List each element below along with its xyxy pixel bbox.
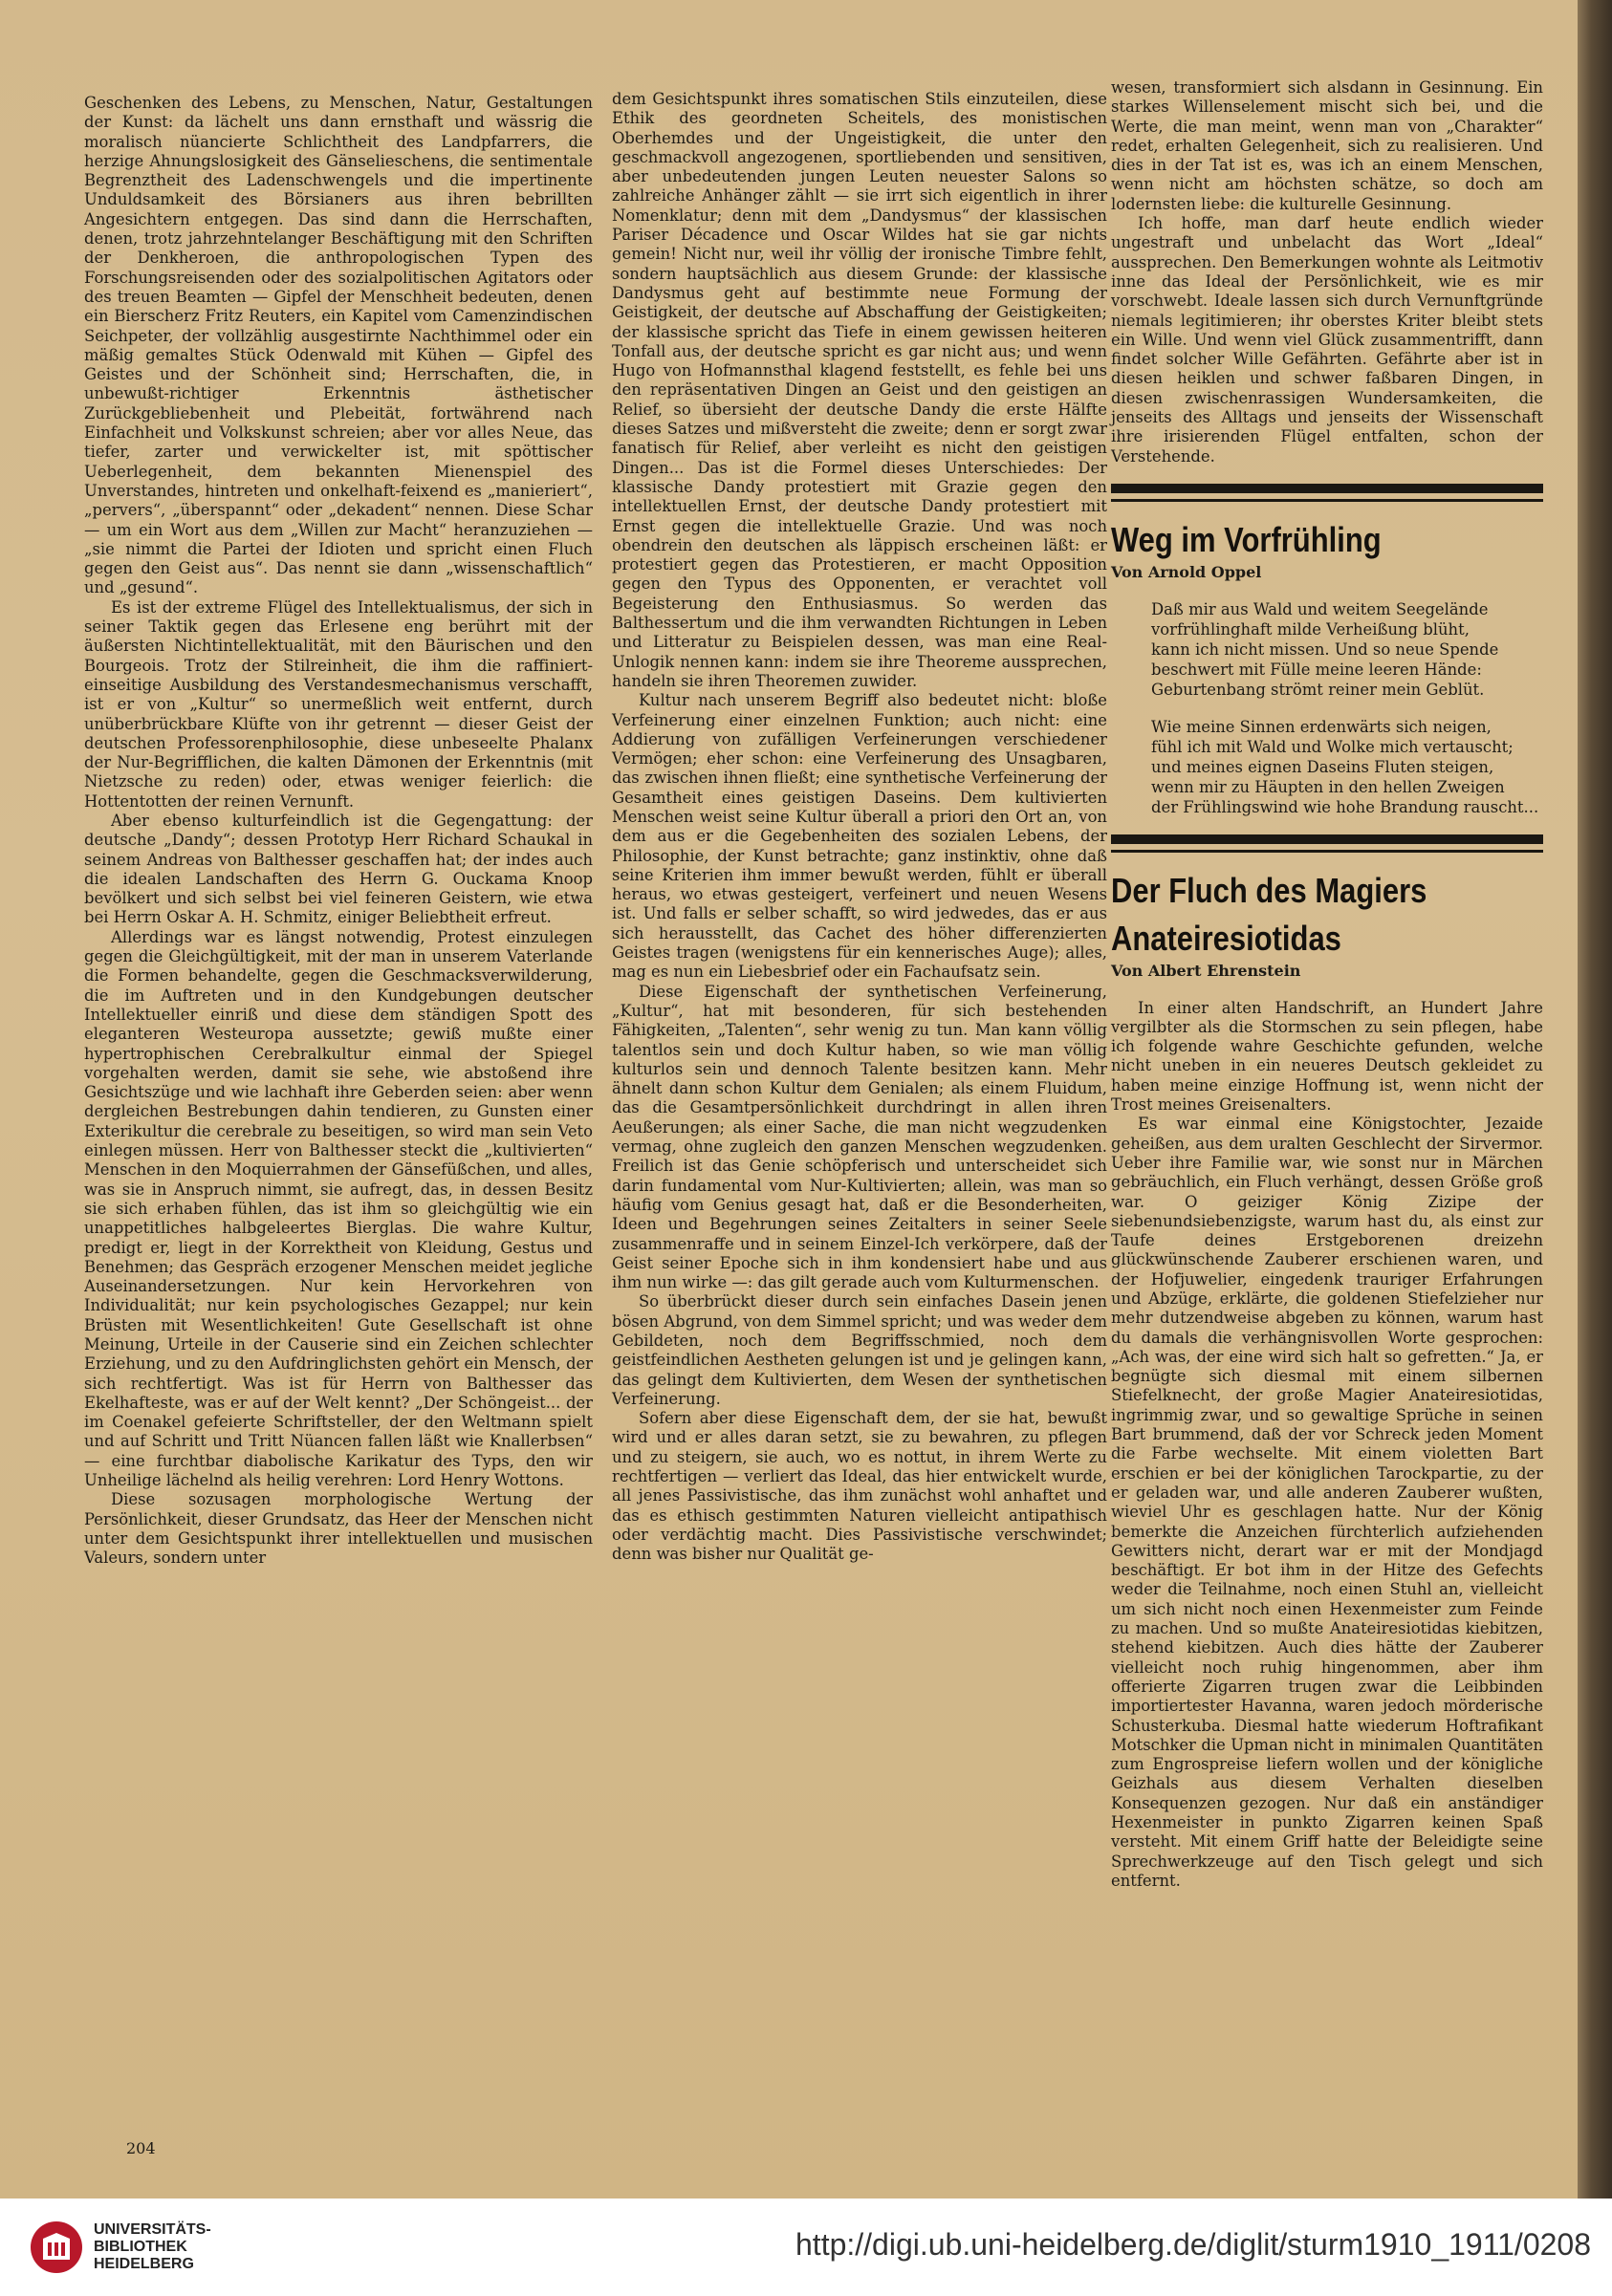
newspaper-page [38,19,1568,2179]
paragraph: Allerdings war es längst notwendig, Protest einzulegen gegen die Gleichgültigkeit, mit der man in unserem Vaterlande die Formen behandelte, gegen die Geschmacksverwilderung, die im Auftreten und in den Kundgebungen deutscher Intellektueller einriß und diese dem ständigen Spott des eleganteren Westeuropa aussetzte; gewiß mußte einer hypertrophischen Cerebralkultur einmal der Spiegel vorgehalten werden, damit sie sehe, wie abstoßend ihre Gesichtszüge und wie lachhaft ihre Geberden seien: aber wenn dergleichen Bestrebungen dahin tendieren, zu Gunsten einer Exterikultur die cerebrale zu beseitigen, so wird man sein Veto einlegen müssen. Herr von Balthesser steckt die „kultivierten“ Menschen in den Moquierrahmen der Gänsefüßchen, und alles, was sie in Anspruch nimmt, sie aufregt, das, in dessen Besitz sie sich erhaben fühlen, das ist ihm so gleichgültig wie ein unappetitliches halbgeleertes Bierglas. Die wahre Kultur, predigt er, liegt in der Korrektheit von Kleidung, Gestus und Benehmen; das Gespräch erzogener Menschen meidet jegliche Auseinandersetzungen. Nur kein Hervorkehren von Individualität; nur kein psychologisches Gezappel; nur kein Brüsten mit Wesentlichkeiten! Gute Gesellschaft ist ohne Meinung, Urteile in der Causerie sind ein Zeichen schlechter Erziehung, und zu den Aufdringlichsten gehört ein Mensch, der sich rechtfertigt. Was ist für Herrn von Balthesser das Ekelhafteste, was er auf der Welt kennt? „Der Schöngeist... der im Coenakel gefeierte Schriftsteller, der den Weltmann spielt und auf Schritt und Tritt Nüancen fallen läßt wie Knallerbsen“ — eine furchtbar diabolische Karikatur des Typs, den wir Unheilige lächelnd als heilig verehren: Lord Henry Wottons. [84,927,593,1490]
poem-author: Von Arnold Oppel [1111,562,1262,581]
university-seal-icon [29,2220,84,2275]
poem-stanza [1151,717,1543,817]
story-author: Von Albert Ehrenstein [1111,962,1301,981]
poem-line: vorfrühlinghaft milde Verheißung blüht, [1151,620,1470,639]
poem-line: Daß mir aus Wald und weitem Seegelände [1151,600,1489,619]
paragraph: wesen, transformiert sich alsdann in Gesinnung. Ein starkes Willenselement mischt sich bei, und die Werte, die man meint, wenn man von „Charakter“ redet, erhalten Gelegenheit, sich zu realisieren. Und dies in der Tat ist es, was ich an einem Menschen, wenn nicht am höchsten schätze, so doch am lodernsten liebe: die kulturelle Gesinnung. [1111,78,1543,213]
poem-line: kann ich nicht missen. Und so neue Spende [1151,640,1499,660]
page-number: 204 [126,2139,156,2157]
poem-stanza [1151,599,1543,700]
poem-line: beschwert mit Fülle meine leeren Hände: [1151,661,1482,680]
library-footer [0,2199,1612,2296]
poem-line: wenn mir zu Häupten in den hellen Zweigen [1151,778,1505,797]
section-divider-thin [1111,499,1543,502]
paragraph: In einer alten Handschrift, an Hundert Jahre vergilbter als die Stormschen zu sein pflegen, habe ich folgende wahre Geschichte gefunden, welche nicht uneben in ein neueres Deutsch gekleidet zu haben meine einzige Hoffnung ist, wenn nicht der Trost meines Greisenalters. [1111,998,1543,1115]
story-title-line1: Der Fluch des Magiers [1111,871,1427,911]
poem-body [1151,599,1543,817]
paragraph: Kultur nach unserem Begriff also bedeutet nicht: bloße Verfeinerung einer einzelnen Funktion; auch nicht: eine Addierung von zufälligen Verfeinerungen verschiedener Vermögen; eher schon: eine Verfeinerung des Unsagbaren, das zwischen ihnen fließt; eine synthetische Verfeinerung der Gesamtheit eines geistigen Daseins. Dem kultivierten Menschen weist seine Kultur überall a priori den Ort an, von dem aus er die Gegebenheiten des sozialen Lebens, der Philosophie, der Kunst betrachte; ganz instinktiv, ohne daß seine Kriterien ihm immer bewußt werden, fühlt er überall heraus, wo etwas gesteigert, verfeinert und neuen Wesens ist. Und falls er selber schafft, so wird jedwedes, das er aus sich herausstellt, das Cachet des höher differenzierten Geistes tragen (wenigstens für ein kennerisches Auge); alles, mag es nun ein Liebesbrief oder ein Fachaufsatz sein. [612,691,1107,982]
paragraph: Sofern aber diese Eigenschaft dem, der sie hat, bewußt wird und er alles daran setzt, sie zu bewahren, zu pflegen und zu steigern, sie auch, wo es nottut, in ihrem Werte zu rechtfertigen — verliert das Ideal, das hier entwickelt wurde, all jenes Passivistische, das ihm zunächst wohl anhaftet und das es ethisch gestimmten Naturen vielleicht antipathisch oder verdächtig macht. Dies Passivistische verschwindet; denn was bisher nur Qualität ge- [612,1409,1107,1564]
poem-line: und meines eignen Daseins Fluten steigen, [1151,758,1494,777]
poem-line: fühl ich mit Wald und Wolke mich vertauscht; [1151,738,1514,757]
poem-line: Geburtenbang strömt reiner mein Geblüt. [1151,681,1485,700]
paragraph: Diese Eigenschaft der synthetischen Verfeinerung, „Kultur“, hat mit besonderen, für sich bestehenden Fähigkeiten, „Talenten“, sehr wenig zu tun. Man kann völlig talentlos sein und doch Kultur haben, so wie man völlig kulturlos sein und dennoch Talente besitzen kann. Mehr ähnelt dann schon Kultur dem Genialen; als einem Fluidum, das die Gesamtpersönlichkeit durchdringt in allen ihren Aeußerungen; als einer Sache, die man nicht wegzudenken vermag, ohne zugleich den ganzen Menschen wegzudenken. Freilich ist das Genie schöpferisch und unterscheidet sich darin fundamental vom Nur-Kultivierten; allein, was man so häufig vom Genius gesagt hat, daß er die Besonderheiten, Ideen und Begehrungen seines Zeitalters in seiner Seele zusammenraffe und in seinem Einzel-Ich verkörpere, daß der Geist seiner Epoche sich in ihm kondensiert habe und aus ihm nun wirke —: das gilt gerade auch vom Kulturmenschen. [612,982,1107,1292]
story-title-line2: Anateiresiotidas [1111,919,1341,959]
poem-line: Wie meine Sinnen erdenwärts sich neigen, [1151,718,1492,737]
paragraph: Es war einmal eine Königstochter, Jezaide geheißen, aus dem uralten Geschlecht der Sirvermor. Ueber ihre Familie war, wie sonst nur in Märchen gebräuchlich, ein Fluch verhängt, dessen Größe groß war. O geiziger König Zizipe der siebenundsiebenzigste, warum hast du, als einst zur Taufe deines Erstgeborenen dreizehn glückwünschende Zauberer erschienen waren, und der Hofjuwelier, eingedenk trauriger Erfahrungen und Abzüge, erklärte, die goldenen Stiefelzieher nur mehr dutzendweise abgeben zu können, warum hast du damals die verhängnisvollen Worte gesprochen: „Ach was, der eine wird sich halt so gefretten.“ Ja, er begnügte sich diesmal mit einem silbernen Stiefelknecht, der große Magier Anateiresiotidas, ingrimmig zwar, und so gewaltige Sprüche in seinen Bart brummend, daß der vor Schreck jeden Moment die Farbe wechselte. Mit einem violetten Bart erschien er bei der königlichen Tarockpartie, zu der er geladen war, und alle anderen Zauberer wußten, wieviel Uhr es geschlagen hatte. Nur der König bemerkte die Anzeichen fürchterlich aufziehenden Gewitters nicht, derart war er mit der Mondjagd beschäftigt. Er bot ihm in der Hitze des Gefechts weder die Teilnahme, noch einen Stuhl an, vielleicht um sich nicht noch einen Hexenmeister zum Feinde zu machen. Und so mußte Anateiresiotidas kiebitzen, stehend kiebitzen. Auch dies hätte der Zauberer vielleicht noch ruhig hingenommen, aber ihm offerierte Zigarren trugen zwar die Leibbinden importiertester Havanna, waren jedoch mörderische Schusterkuba. Diesmal hatte wiederum Hoftrafikant Motschker die Upman nicht in minimalen Quantitäten zum Engrospreise liefern wollen und der königliche Geizhals aus diesem Verhalten dieselben Konsequenzen gezogen. Nur daß ein anständiger Hexenmeister in punkto Zigarren keinen Spaß versteht. Mit einem Griff hatte der Beleidigte seine Sprechwerkzeuge auf den Tisch gelegt und sich entfernt. [1111,1115,1543,1890]
paragraph: Ich hoffe, man darf heute endlich wieder ungestraft und unbelacht das Wort „Ideal“ aussprechen. Den Bemerkungen wohnte als Leitmotiv inne das Ideal der Persönlichkeit, wie es mir vorschwebt. Ideale lassen sich durch Vernunftgründe niemals legitimieren; ihr oberstes Kriter bleibt stets ein Wille. Und wenn viel Glück zusammentrifft, dann findet solcher Wille Gefährten. Gefährte aber ist in diesen heiklen und schwer faßbaren Dingen, in diesen zwischenrassigen Wundersamkeiten, die jenseits des Alltags und jenseits der Wissenschaft ihre irisierenden Flügel entfalten, schon der Verstehende. [1111,214,1543,466]
permalink-url[interactable]: http://digi.ub.uni-heidelberg.de/diglit/sturm1910_1911/0208 [795,2227,1591,2262]
column-middle [612,90,1107,1565]
library-name-line: UNIVERSITÄTS- [94,2221,211,2238]
library-name [94,2221,211,2273]
section-divider-thin [1111,850,1543,853]
book-binding-edge [1578,0,1612,2199]
library-name-line: BIBLIOTHEK [94,2239,187,2255]
poem-line: der Frühlingswind wie hohe Brandung rauscht... [1151,798,1539,817]
paragraph: Geschenken des Lebens, zu Menschen, Natur, Gestaltungen der Kunst: da lächelt uns dann ernsthaft und wässrig die moralisch nüancierte Schlichtheit des Landpfarrers, die herzige Ahnungslosigkeit des Gänselieschens, die sentimentale Begrenztheit des Ladenschwengels und die impertinente Unduldsamkeit des Börsianers aus ihren bebrillten Angesichtern entgegen. Das sind dann die Herrschaften, denen, trotz jahrzehntelanger Beschäftigung mit den Schriften der Denkheroen, die anthropologischen Typen des Forschungsreisenden oder des sozialpolitischen Agitators oder des treuen Beamten — Gipfel der Menschheit bedeuten, denen ein Bierscherz Fritz Reuters, ein Kapitel vom Camenzindischen Seichpeter, der vollzählig ausgestirnte Nachthimmel oder ein mäßig gemaltes Stück Odenwald mit Kühen — Gipfel des Geistes und der Schönheit sind; Herrschaften, die, in unbewußt-richtiger Erkenntnis ästhetischer Zurückgebliebenheit und Plebeität, fortwährend nach Einfachheit und Volkskunst schreien; aber vor alles Neue, das tiefer, zarter und verwickelter ist, mit spöttischer Ueberlegenheit, dem bekannten Mienenspiel des Unverstandes, hintreten und onkelhaft-feixend es „manieriert“, „pervers“, „überspannt“ oder „dekadent“ nennen. Diese Schar — um ein Wort aus dem „Willen zur Macht“ heranzuziehen — „sie nimmt die Partei der Idioten und spricht einen Fluch gegen den Geist aus“. Das nennt sie dann „wissenschaftlich“ und „gesund“. [84,94,593,597]
column-right [1111,78,1543,1891]
paragraph: So überbrückt dieser durch sein einfaches Dasein jenen bösen Abgrund, von dem Simmel spricht; und was weder dem Gebildeten, noch dem Begriffsschmied, noch dem geistfeindlichen Aestheten gelungen ist und je gelingen kann, das gelingt dem Kultivierten, dem Wesen der synthetischen Verfeinerung. [612,1292,1107,1408]
column-left [84,94,593,1569]
paragraph: Es ist der extreme Flügel des Intellektualismus, der sich in seiner Taktik gegen das Erlesene eng berührt mit der äußersten Nichtintellektualität, mit den Bäurischen und den Bourgeois. Trotz der Stilreinheit, die ihm die raffiniert-einseitige Ausbildung des Verstandesmechanismus verschafft, ist er von „Kultur“ so unermeßlich weit entfernt, durch unüberbrückbare Klüfte von ihr getrennt — dieser Geist der deutschen Professorenphilosophie, diese unbeseelte Phalanx der Nur-Begrifflichen, die kalten Dämonen der Erkenntnis (mit Nietzsche zu reden) oder, etwas weniger feierlich: die Hottentotten der reinen Vernunft. [84,597,593,811]
paragraph: dem Gesichtspunkt ihres somatischen Stils einzuteilen, diese Ethik des geordneten Scheitels, des monistischen Oberhemdes und der Ungeistigkeit, die unter den geschmackvoll angezogenen, sportliebenden und sensitiven, aber unbedeutenden jungen Leuten neuester Salons so zahlreiche Anhänger zählt — sie irrt sich eigentlich in ihrer Nomenklatur; denn mit dem „Dandysmus“ der klassischen Pariser Décadence und Oscar Wildes hat sie gar nichts gemein! Nicht nur, weil ihr völlig der ironische Timbre fehlt, sondern hauptsächlich aus diesem Grunde: der klassische Dandysmus geht auf bestimmte neue Formung der Geistigkeit, der deutsche auf Abschaffung der Geistigkeiten; der klassische spricht das Tiefe in einem gewissen heiteren Tonfall aus, der deutsche spricht es gar nicht aus; und wenn Hugo von Hofmannsthal klagend feststellt, es fehle bei uns den repräsentativen Dingen an Geist und den geistigen an Relief, so übersieht der deutsche Dandy die erste Hälfte dieses Satzes und mißversteht die zweite; denn er sorgt zwar fanatisch für Relief, aber verleiht es nicht den geistigen Dingen... Das ist die Formel dieses Unterschiedes: Der klassische Dandy protestiert mit Grazie gegen den intellektuellen Ernst, der deutsche Dandy protestiert mit Ernst gegen die intellektuelle Grazie. Und was noch obendrein den deutschen als läppisch erscheinen läßt: er protestiert gegen das Protestieren, er macht Opposition gegen den Typus des Opponenten, er verachtet voll Begeisterung den Enthusiasmus. So werden das Balthessertum und die ihm verwandten Richtungen in Leben und Litteratur zu Beispielen dessen, was man eine Real-Unlogik nennen kann: indem sie ihre Theoreme aussprechen, handeln sie ihren Theoremen zuwider. [612,90,1107,690]
library-name-line: HEIDELBERG [94,2256,194,2272]
paragraph: Aber ebenso kulturfeindlich ist die Gegengattung: der deutsche „Dandy“; dessen Prototyp Herr Richard Schaukal in seinem Andreas von Balthesser geschaffen hat; der indes auch die idealen Landschaften des Herrn G. Ouckama Knoop bevölkert und sich selbst bei viel feineren Geistern, wie etwa bei Herrn Oskar A. H. Schmitz, einiger Beliebtheit erfreut. [84,811,593,927]
paragraph: Diese sozusagen morphologische Wertung der Persönlichkeit, dieser Grundsatz, das Heer der Menschen nicht unter dem Gesichtspunkt ihrer intellektuellen und musischen Valeurs, sondern unter [84,1490,593,1568]
poem-title: Weg im Vorfrühling [1111,519,1382,559]
section-divider-thick [1111,484,1543,493]
section-divider-thick [1111,834,1543,844]
